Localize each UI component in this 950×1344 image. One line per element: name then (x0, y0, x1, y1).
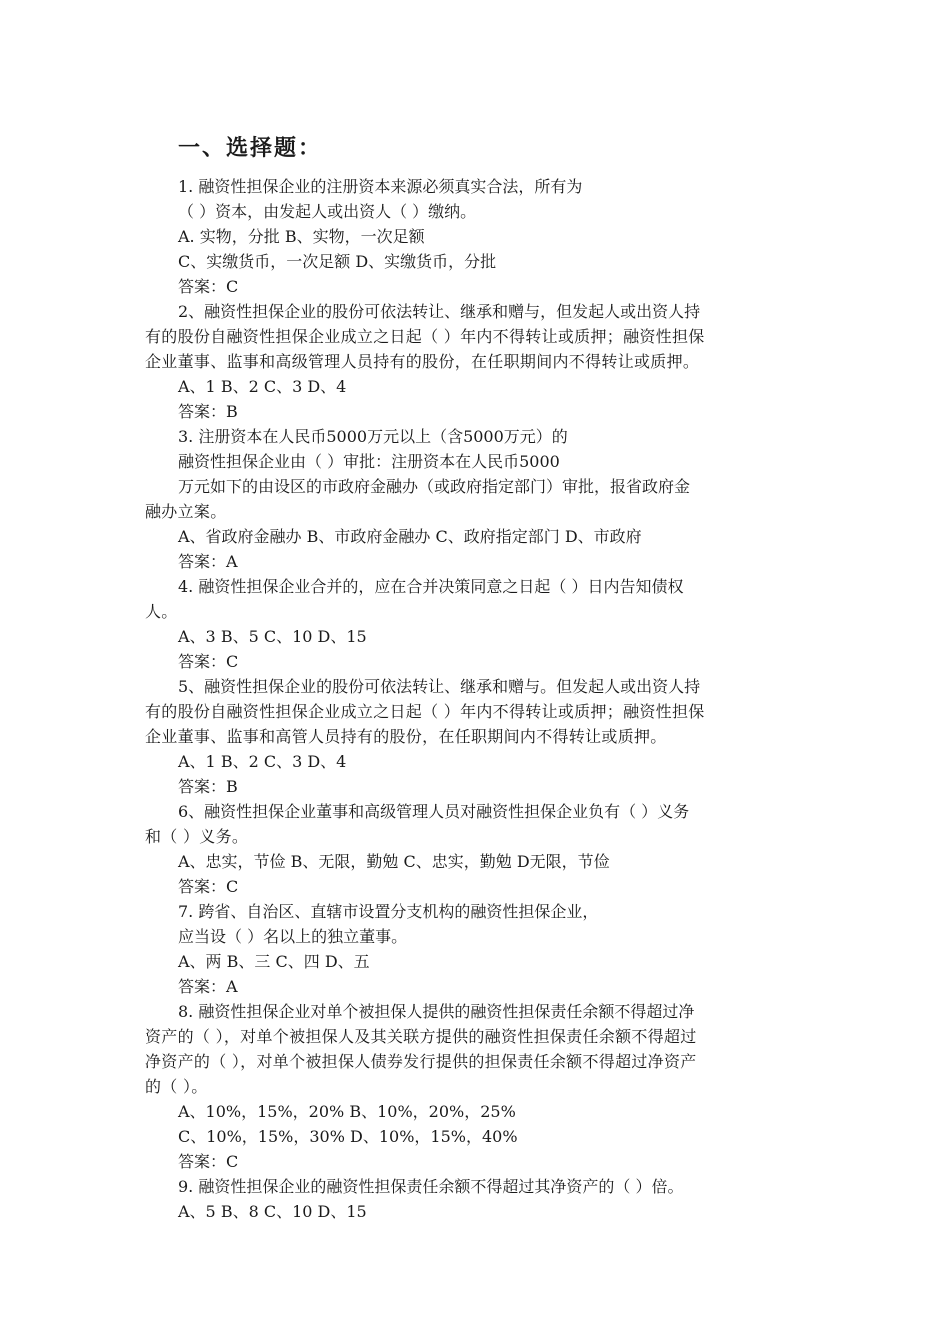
question-2-answer: 答案：B (178, 402, 238, 421)
question-7-stem: 7. 跨省、自治区、直辖市设置分支机构的融资性担保企业， (178, 902, 599, 921)
question-3-stem-cont: 融办立案。 (145, 502, 227, 521)
question-9-stem: 9. 融资性担保企业的融资性担保责任余额不得超过其净资产的（ ）倍。 (178, 1177, 684, 1196)
question-2-options: A、1 B、2 C、3 D、4 (178, 377, 347, 396)
question-8-options: C、10%，15%，30% D、10%，15%，40% (178, 1127, 518, 1146)
question-3-options: A、省政府金融办 B、市政府金融办 C、政府指定部门 D、市政府 (178, 527, 642, 546)
question-8-answer: 答案：C (178, 1152, 239, 1171)
question-7-stem-cont: 应当设（ ）名以上的独立董事。 (178, 927, 408, 946)
question-1-stem-cont: （ ）资本，由发起人或出资人（ ）缴纳。 (178, 202, 477, 221)
question-3-stem-cont: 融资性担保企业由（ ）审批：注册资本在人民币5000 (178, 452, 560, 471)
question-4-stem: 4. 融资性担保企业合并的，应在合并决策同意之日起（ ）日内告知债权 (178, 577, 684, 596)
question-4-answer: 答案：C (178, 652, 239, 671)
question-2-stem-cont: 企业董事、监事和高级管理人员持有的股份，在任职期间内不得转让或质押。 (145, 352, 700, 371)
question-6-stem: 6、融资性担保企业董事和高级管理人员对融资性担保企业负有（ ）义务 (178, 802, 690, 821)
question-8-stem-cont: 净资产的（ ），对单个被担保人债券发行提供的担保责任余额不得超过净资产 (145, 1052, 697, 1071)
question-3-stem: 3. 注册资本在人民币5000万元以上（含5000万元）的 (178, 427, 568, 446)
question-6-stem-cont: 和（ ）义务。 (145, 827, 249, 846)
question-5-stem: 5、融资性担保企业的股份可依法转让、继承和赠与。但发起人或出资人持 (178, 677, 701, 696)
question-3-answer: 答案：A (178, 552, 238, 571)
question-6-answer: 答案：C (178, 877, 239, 896)
question-7-options: A、两 B、三 C、四 D、五 (178, 952, 370, 971)
question-1-options: A. 实物，分批 B、实物，一次足额 (178, 227, 425, 246)
question-2-stem: 2、融资性担保企业的股份可依法转让、继承和赠与，但发起人或出资人持 (178, 302, 701, 321)
question-1-stem: 1. 融资性担保企业的注册资本来源必须真实合法，所有为 (178, 177, 583, 196)
question-5-options: A、1 B、2 C、3 D、4 (178, 752, 347, 771)
question-2-stem-cont: 有的股份自融资性担保企业成立之日起（ ）年内不得转让或质押；融资性担保 (145, 327, 705, 346)
question-4-stem-cont: 人。 (145, 602, 178, 621)
question-5-answer: 答案：B (178, 777, 238, 796)
question-8-stem-cont: 资产的（ ），对单个被担保人及其关联方提供的融资性担保责任余额不得超过 (145, 1027, 697, 1046)
question-5-stem-cont: 有的股份自融资性担保企业成立之日起（ ）年内不得转让或质押；融资性担保 (145, 702, 705, 721)
question-list (145, 174, 805, 1224)
question-8-stem: 8. 融资性担保企业对单个被担保人提供的融资性担保责任余额不得超过净 (178, 1002, 695, 1021)
question-8-options: A、10%，15%，20% B、10%，20%，25% (178, 1102, 516, 1121)
question-9-options: A、5 B、8 C、10 D、15 (178, 1202, 367, 1221)
question-6-options: A、忠实，节俭 B、无限，勤勉 C、忠实，勤勉 D无限，节俭 (178, 852, 610, 871)
question-8-stem-cont: 的（ ）。 (145, 1077, 208, 1096)
question-4-options: A、3 B、5 C、10 D、15 (178, 627, 367, 646)
question-1-options: C、实缴货币，一次足额 D、实缴货币，分批 (178, 252, 497, 271)
section-heading: 一、选择题： (178, 136, 323, 161)
question-5-stem-cont: 企业董事、监事和高管人员持有的股份，在任职期间内不得转让或质押。 (145, 727, 667, 746)
question-1-answer: 答案：C (178, 277, 239, 296)
question-7-answer: 答案：A (178, 977, 238, 996)
question-3-stem-cont: 万元如下的由设区的市政府金融办（或政府指定部门）审批，报省政府金 (178, 477, 691, 496)
